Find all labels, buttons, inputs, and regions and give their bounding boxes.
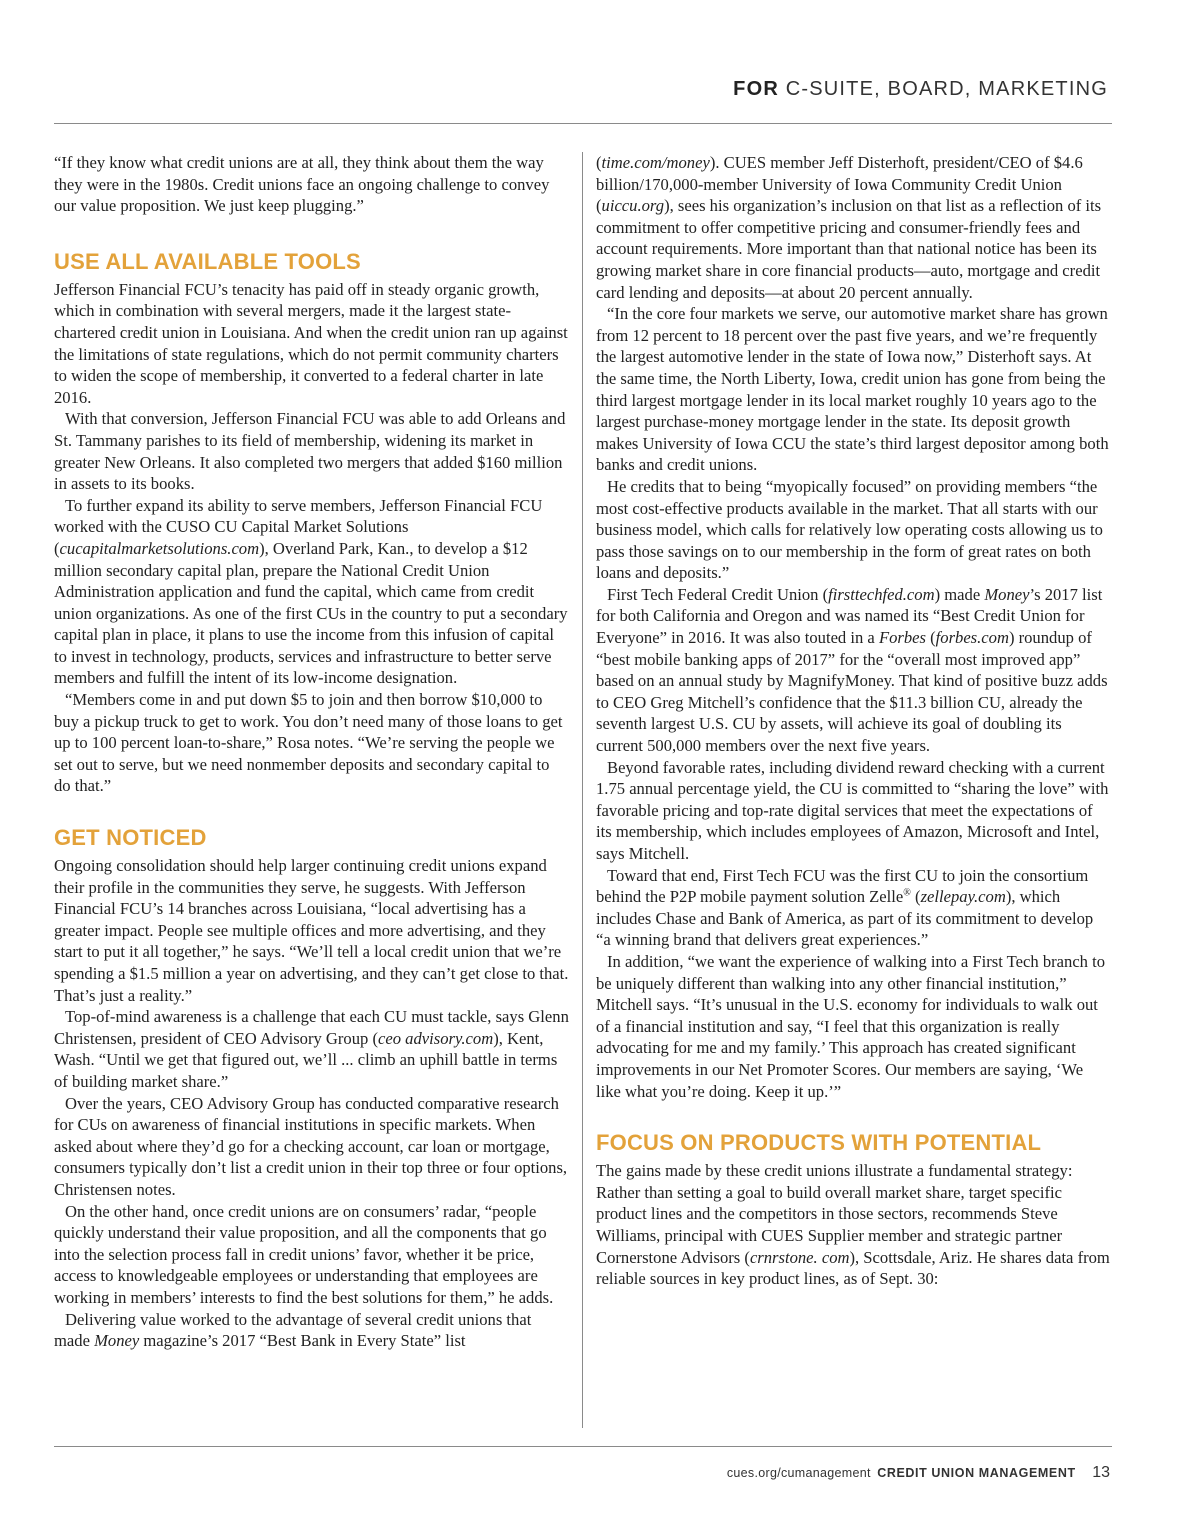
text-run: ’s 2017 list for both California and Oregon and was named its “Best Credit Union for Everyone” in 2016. It was also touted in a bbox=[596, 584, 1103, 648]
text-run: ), which includes Chase and Bank of America, as part of its commitment to develop “a winning brand that delivers great experiences.” bbox=[596, 887, 1094, 950]
paragraph bbox=[54, 1309, 570, 1352]
column-divider bbox=[582, 152, 583, 1428]
paragraph bbox=[54, 495, 570, 689]
text-run: The gains made by these credit unions illustrate a fundamental strategy: Rather than setting a goal to build overall market share, target specific product lines and the competitors in those sectors, recommends Steve Williams, principal with CUES Supplier member and strategic partner Cornerstone Advisors ( bbox=[596, 1161, 1073, 1267]
paragraph: Ongoing consolidation should help larger continuing credit unions expand their profile in the communities they serve, he suggests. With Jefferson Financial FCU’s 14 branches across Louisiana, “local advertising has a greater impact. People see multiple offices and more advertising, and they start to put it all together,” he says. “We’ll tell a local credit union that we’re spending a $1.5 million a year on advertising, and they can’t get close to that. That’s just a reality.” bbox=[54, 856, 569, 1005]
paragraph: “In the core four markets we serve, our automotive market share has grown from 12 percent to 18 percent over the past five years, and we’re frequently the largest automotive lender in the state of Iowa now,” Disterhoft says. At the same time, the North Liberty, Iowa, credit union has gone from being the third largest mortgage lender in its local market roughly 10 years ago to the largest purchase-money mortgage lender in the state. Its deposit growth makes University of Iowa CCU the state’s third largest depositor among both banks and credit unions. bbox=[596, 304, 1109, 475]
footer-url[interactable]: cues.org/cumanagement bbox=[726, 1466, 871, 1480]
section-heading-tools: USE ALL AVAILABLE TOOLS bbox=[54, 248, 361, 274]
paragraph: On the other hand, once credit unions are on consumers’ radar, “people quickly understand their value proposition, and all the components that go into the selection process fall in credit unions’ favor, whether it be price, access to knowledgeable employees or understanding that employees are working in members’ interests to find the best solutions for them,” he adds. bbox=[54, 1201, 554, 1307]
paragraph: In addition, “we want the experience of walking into a First Tech branch to be uniquely different than walking into any other financial institution,” Mitchell says. “It’s unusual in the U.S. economy for individuals to walk out of a financial institution and say, “I feel that this organization is really advocating for me and my family.’ This approach has created significant improvements in our Net Promoter Scores. Our members are saying, ‘We like what you’re doing. Keep it up.’” bbox=[596, 951, 1106, 1101]
paragraph: “Members come in and put down $5 to join and then borrow $10,000 to buy a pickup truck to get to work. You don’t need many of those loans to get up to 100 percent loan-to-share,” Rosa notes. “We’re serving the people we set out to serve, but we need nonmember deposits and secondary capital to do that.” bbox=[54, 690, 563, 796]
text-run: magazine’s 2017 “Best Bank in Every State” list bbox=[139, 1331, 466, 1351]
paragraph: He credits that to being “myopically focused” on providing members “the most cost-effective products available in the market. That all starts with our business model, which calls for relatively low operating costs allowing us to pass those savings on to our membership in the form of great rates on both loans and deposits.” bbox=[596, 476, 1103, 583]
text-run: First Tech Federal Credit Union ( bbox=[607, 584, 829, 604]
website-link[interactable]: forbes.com bbox=[935, 628, 1009, 648]
paragraph bbox=[596, 865, 1110, 951]
website-link[interactable]: firsttechfed.com bbox=[828, 584, 935, 604]
footer-divider bbox=[54, 1446, 1112, 1447]
website-link[interactable]: uiccu.org bbox=[601, 196, 665, 216]
paragraph: Over the years, CEO Advisory Group has conducted comparative research for CUs on awareness of financial institutions in specific markets. When asked about where they’d go for a checking account, car loan or mortgage, consumers typically don’t list a credit union in their top three or four options, Christensen notes. bbox=[54, 1093, 568, 1199]
registered-mark: ® bbox=[903, 887, 911, 899]
text-run: Delivering value worked to the advantage of several credit unions that made bbox=[54, 1309, 532, 1351]
text-run: Toward that end, First Tech FCU was the first CU to join the consortium behind the P2P mobile payment solution Zelle bbox=[596, 865, 1089, 907]
section-header bbox=[733, 78, 1108, 101]
left-column bbox=[54, 152, 570, 1442]
website-link[interactable]: zellepay.com bbox=[920, 887, 1006, 907]
paragraph bbox=[596, 152, 1110, 303]
header-divider bbox=[54, 123, 1112, 124]
text-run: ) made bbox=[934, 584, 985, 604]
text-run: ), Scottsdale, Ariz. He shares data from reliable sources in key product lines, as of Sept. 30: bbox=[596, 1247, 1110, 1289]
publication-name: Money bbox=[94, 1331, 140, 1351]
section-label-bold: FOR bbox=[733, 78, 779, 100]
text-run: ) roundup of “best mobile banking apps of 2017” for the “overall most improved app” based on an annual study by MagnifyMoney. That kind of positive buzz adds to CEO Greg Mitchell’s confidence that the $11.3 billion CU, already the seventh largest U.S. CU by assets, will achieve its goal of doubling its current 500,000 members over the next five years. bbox=[596, 628, 1108, 756]
paragraph: Jefferson Financial FCU’s tenacity has paid off in steady organic growth, which in combination with several mergers, made it the largest state-chartered credit union in Louisiana. And when the credit union ran up against the limitations of state regulations, which do not permit community charters to widen the scope of membership, it converted to a federal charter in late 2016. bbox=[54, 279, 568, 407]
text-run: To further expand its ability to serve members, Jefferson Financial FCU worked with the CUSO CU Capital Market Solutions ( bbox=[54, 495, 543, 558]
section-heading-focus: FOCUS ON PRODUCTS WITH POTENTIAL bbox=[596, 1130, 1042, 1156]
paragraph: Beyond favorable rates, including dividend reward checking with a current 1.75 annual percentage yield, the CU is committed to “sharing the love” with favorable pricing and top-rate digital services that meet the expectations of its membership, which includes employees of Amazon, Microsoft and Intel, says Mitchell. bbox=[596, 757, 1109, 863]
text-run: ( bbox=[910, 887, 921, 907]
page-footer bbox=[727, 1464, 1110, 1482]
paragraph bbox=[596, 584, 1110, 757]
publication-name: Money bbox=[984, 584, 1030, 604]
website-link[interactable]: cucapitalmarketsolutions.com bbox=[59, 538, 260, 558]
text-run: ). CUES member Jeff Disterhoft, president/CEO of $4.6 billion/170,000-member University of Iowa Community Credit Union ( bbox=[596, 153, 1083, 216]
magazine-name: CREDIT UNION MANAGEMENT bbox=[877, 1466, 1076, 1480]
paragraph bbox=[54, 1006, 570, 1092]
website-link[interactable]: crnrstone. com bbox=[749, 1247, 850, 1267]
right-column bbox=[596, 152, 1110, 1442]
publication-name: Forbes bbox=[878, 628, 926, 648]
text-run: ( bbox=[596, 153, 602, 172]
section-label-rest: C-SUITE, BOARD, MARKETING bbox=[778, 78, 1108, 100]
text-run: ), sees his organization’s inclusion on that list as a reflection of its commitment to offer competitive pricing and consumer-friendly fees and account requirements. More important than that national notice has been its growing market share in core financial products—auto, mortgage and credit card lending and deposits—at about 20 percent annually. bbox=[596, 196, 1102, 302]
text-run: ( bbox=[925, 628, 936, 648]
text-run: Top-of-mind awareness is a challenge that each CU must tackle, says Glenn Christensen, president of CEO Advisory Group ( bbox=[54, 1007, 569, 1048]
paragraph: With that conversion, Jefferson Financial FCU was able to add Orleans and St. Tammany parishes to its field of membership, widening its market in greater New Orleans. It also completed two mergers that added $160 million in assets to its books. bbox=[54, 409, 566, 494]
website-link[interactable]: ceo advisory.com bbox=[378, 1028, 494, 1048]
paragraph: “If they know what credit unions are at all, they think about them the way they were in the 1980s. Credit unions face an ongoing challenge to convey our value proposition. We just keep plugging.” bbox=[54, 153, 550, 216]
website-link[interactable]: time.com/money bbox=[601, 153, 710, 172]
paragraph bbox=[596, 1160, 1110, 1290]
text-run: ), Overland Park, Kan., to develop a $12 million secondary capital plan, prepare the National Credit Union Administration application and fund the capital, which came from credit union organizations. As one of the first CUs in the country to put a secondary capital plan in place, it plans to use the income from this infusion of capital to invest in technology, products, services and infrastructure to better serve members and fulfill the intent of its low-income designation. bbox=[54, 538, 568, 688]
page-number: 13 bbox=[1092, 1464, 1110, 1481]
section-heading-noticed: GET NOTICED bbox=[54, 825, 207, 851]
text-run: ), Kent, Wash. “Until we get that figured out, we’ll ... climb an uphill battle in terms of building market share.” bbox=[54, 1028, 558, 1091]
